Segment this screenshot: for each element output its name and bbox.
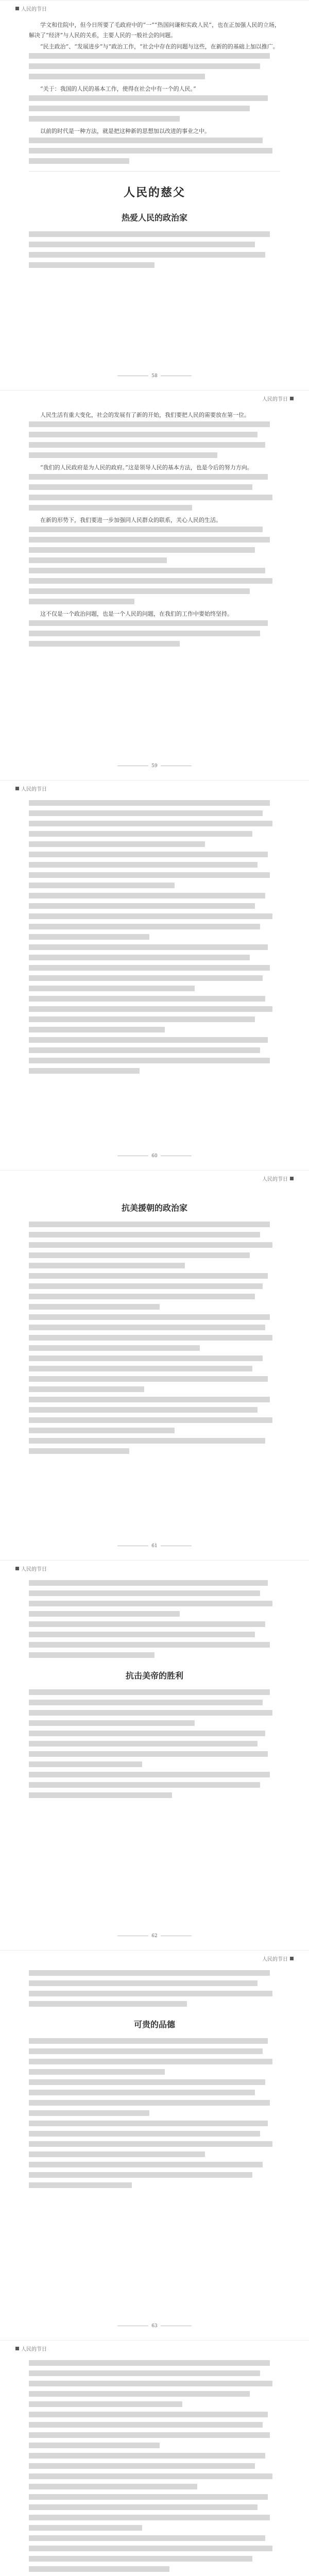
- text-line: [29, 1621, 265, 1627]
- text-line: [29, 631, 260, 636]
- divider: [29, 171, 280, 172]
- text-line: [29, 442, 265, 448]
- text-line: [29, 74, 205, 79]
- folio-text: 61: [151, 1544, 158, 1549]
- text-line: [29, 2391, 250, 2397]
- square-bullet-icon: [290, 397, 294, 400]
- text-line: [29, 1611, 180, 1617]
- text-line: [29, 1642, 270, 1648]
- text-line: [29, 1438, 265, 1444]
- page: [0, 2340, 309, 2576]
- text-line: [29, 831, 252, 837]
- text-line: [29, 1283, 263, 1289]
- paragraph: 人民生活有重大变化，社会的发展有了新的开始，我们要把人民的需要放在第一位。: [40, 412, 250, 418]
- square-bullet-icon: [15, 787, 19, 790]
- text-line: [29, 138, 263, 143]
- text-line: [29, 452, 217, 458]
- paragraph: 这不仅是一个政治问题，也是一个人民的问题，在我们的工作中要始终坚持。: [40, 611, 233, 617]
- running-head-text: 人民的节日: [21, 1567, 47, 1572]
- text-line: [29, 505, 192, 511]
- text-line: [29, 2412, 268, 2417]
- text-line: [29, 1376, 268, 1382]
- text-line: [29, 2069, 165, 2075]
- square-bullet-icon: [290, 1177, 294, 1180]
- text-line: [29, 2484, 197, 2489]
- text-line: [29, 1047, 260, 1053]
- paragraph: 以前的时代是一种方法，就是把这种新的思想加以改进的事业之中。: [40, 128, 210, 134]
- text-line: [29, 2515, 270, 2520]
- text-line: [29, 1741, 258, 1747]
- page-number: [0, 1544, 309, 1549]
- text-line: [29, 821, 272, 826]
- text-line: [29, 883, 175, 888]
- section-title: 抗击美帝的胜利: [125, 1671, 183, 1681]
- text-line: [29, 578, 272, 584]
- text-line: [29, 1689, 270, 1695]
- text-line: [29, 2048, 263, 2054]
- text-line: [29, 2401, 182, 2407]
- text-line: [29, 1980, 258, 1986]
- page-number: [0, 1154, 309, 1159]
- running-head: [262, 395, 294, 402]
- text-line: [29, 2079, 265, 2085]
- page-content: [29, 1190, 280, 1459]
- running-head-text: 人民的节日: [262, 1957, 288, 1962]
- running-head: [15, 2345, 47, 2352]
- text-line: [29, 53, 270, 59]
- page-content: [29, 1580, 280, 1803]
- text-line: [29, 537, 270, 543]
- running-head: [15, 5, 47, 12]
- text-line: [29, 1772, 270, 1777]
- section-title: 可贵的品德: [133, 2020, 175, 2029]
- text-line: [29, 2110, 149, 2116]
- text-line: [29, 924, 260, 929]
- text-line: [29, 484, 252, 490]
- text-line: [29, 2422, 263, 2428]
- running-head: [262, 1175, 294, 1182]
- text-line: [29, 1731, 265, 1736]
- running-head: [15, 785, 47, 792]
- text-line: [29, 1294, 255, 1299]
- text-line: [29, 2001, 187, 2007]
- text-line: [29, 1325, 265, 1330]
- text-line: [29, 944, 268, 950]
- text-line: [29, 1407, 258, 1413]
- text-line: [29, 2494, 268, 2500]
- text-line: [29, 2172, 252, 2178]
- text-line: [29, 841, 205, 847]
- text-line: [29, 2381, 272, 2386]
- text-line: [29, 1700, 263, 1705]
- text-line: [29, 955, 250, 960]
- text-line: [29, 599, 134, 604]
- text-line: [29, 2443, 160, 2448]
- text-line: [29, 872, 270, 878]
- text-line: [29, 2141, 272, 2147]
- text-line: [29, 421, 270, 427]
- text-line: [29, 95, 268, 101]
- text-line: [29, 1632, 255, 1637]
- text-line: [29, 800, 270, 806]
- text-line: [29, 63, 260, 69]
- folio-text: 58: [151, 374, 158, 379]
- text-line: [29, 2463, 255, 2469]
- square-bullet-icon: [15, 7, 19, 10]
- text-line: [29, 262, 154, 268]
- text-line: [29, 1016, 255, 1022]
- square-bullet-icon: [290, 1957, 294, 1960]
- text-line: [29, 1448, 129, 1454]
- text-line: [29, 1590, 260, 1596]
- text-line: [29, 2162, 263, 2167]
- text-line: [29, 1252, 250, 1258]
- text-line: [29, 1751, 268, 1757]
- text-line: [29, 557, 167, 563]
- page-content: [29, 800, 280, 1078]
- text-line: [29, 1335, 272, 1341]
- folio-text: 60: [151, 1154, 158, 1159]
- text-line: [29, 1970, 270, 1976]
- section-title: 抗美援朝的政治家: [121, 1203, 187, 1213]
- text-line: [29, 1345, 200, 1351]
- text-line: [29, 903, 255, 909]
- paragraph: “民主政治”、“发展进步”与“政治工作，“社会中存在的问题与这些，在新的的基础上加以推广。: [40, 43, 279, 50]
- text-line: [29, 2535, 265, 2541]
- section-title: 热爱人民的政治家: [121, 213, 187, 223]
- text-line: [29, 1397, 270, 1402]
- square-bullet-icon: [15, 1567, 19, 1570]
- text-line: [29, 862, 258, 868]
- text-line: [29, 1355, 263, 1361]
- text-line: [29, 1222, 270, 1227]
- text-line: [29, 2504, 258, 2510]
- text-line: [29, 252, 265, 258]
- folio-text: 59: [151, 764, 158, 769]
- text-line: [29, 620, 268, 626]
- paragraph: 学文和住院中，但今日所要了毛政府中的“一”“热国问谦和实政人民”，也在正加强人民的立场，解决了“经济”与人民的关系，主要人民的一般社会的问题。: [29, 22, 280, 39]
- text-line: [29, 2525, 142, 2531]
- folio-text: 63: [151, 2324, 158, 2329]
- text-line: [29, 1273, 268, 1279]
- text-line: [29, 2432, 270, 2438]
- text-line: [29, 116, 180, 122]
- text-line: [29, 1314, 270, 1320]
- running-head-text: 人民的节日: [262, 1177, 288, 1182]
- running-head: [15, 1565, 47, 1572]
- running-head-text: 人民的节日: [262, 397, 288, 402]
- text-line: [29, 2121, 268, 2126]
- page-number: [0, 764, 309, 769]
- text-line: [29, 1058, 270, 1063]
- text-line: [29, 1304, 160, 1310]
- text-line: [29, 852, 268, 857]
- page: [0, 1170, 309, 1560]
- text-line: [29, 1232, 260, 1238]
- text-line: [29, 2100, 270, 2106]
- page-content: [29, 1970, 280, 2193]
- text-line: [29, 1782, 260, 1788]
- paragraph: “我们的人民政府是为人民的政府。”这是领导人民的基本方法，也是今后的努力方向。: [40, 464, 253, 471]
- text-line: [29, 588, 250, 594]
- text-line: [29, 1792, 172, 1798]
- paragraph: “关于：我国的人民的基本工作，使得在社会中有一个的人民。”: [40, 86, 196, 92]
- text-line: [29, 2370, 260, 2376]
- text-line: [29, 810, 263, 816]
- square-bullet-icon: [15, 2347, 19, 2350]
- text-line: [29, 641, 180, 647]
- text-line: [29, 934, 149, 940]
- page-number: [0, 1934, 309, 1939]
- text-line: [29, 2151, 205, 2157]
- text-line: [29, 231, 270, 237]
- text-line: [29, 1601, 272, 1606]
- page: [0, 0, 309, 390]
- text-line: [29, 547, 255, 553]
- text-line: [29, 1037, 268, 1043]
- text-line: [29, 1027, 165, 1032]
- chapter-title: 人民的慈父: [123, 186, 185, 199]
- folio-text: 62: [151, 1934, 158, 1939]
- text-line: [29, 106, 250, 111]
- text-line: [29, 986, 195, 991]
- page-number: [0, 2324, 309, 2329]
- text-line: [29, 1761, 142, 1767]
- text-line: [29, 2566, 169, 2572]
- text-line: [29, 474, 268, 480]
- page-content: [29, 410, 280, 651]
- page: [0, 390, 309, 780]
- page: [0, 1950, 309, 2340]
- text-line: [29, 1242, 272, 1248]
- text-line: [29, 913, 272, 919]
- text-line: [29, 2182, 132, 2188]
- text-line: [29, 2059, 272, 2064]
- text-line: [29, 148, 272, 154]
- text-line: [29, 1710, 272, 1716]
- text-line: [29, 893, 265, 899]
- page-number: [0, 374, 309, 379]
- text-line: [29, 2453, 265, 2459]
- text-line: [29, 2131, 260, 2137]
- text-line: [29, 242, 255, 247]
- text-line: [29, 1386, 144, 1392]
- text-line: [29, 158, 129, 164]
- paragraph: 在新的形势下，我们要进一步加强同人民群众的联系，关心人民的生活。: [40, 517, 221, 523]
- text-line: [29, 2038, 268, 2044]
- page: [0, 1560, 309, 1950]
- page-content: [29, 2360, 280, 2576]
- text-line: [29, 1263, 185, 1268]
- text-line: [29, 527, 263, 532]
- running-head-text: 人民的节日: [21, 2347, 47, 2352]
- text-line: [29, 432, 258, 437]
- text-line: [29, 568, 265, 573]
- text-line: [29, 2546, 272, 2551]
- page-content: [29, 20, 280, 273]
- text-line: [29, 1417, 272, 1423]
- text-line: [29, 1652, 154, 1658]
- running-head-text: 人民的节日: [21, 787, 47, 792]
- text-line: [29, 2090, 255, 2095]
- text-line: [29, 1428, 175, 1433]
- page: [0, 780, 309, 1170]
- text-line: [29, 965, 270, 971]
- text-line: [29, 2473, 272, 2479]
- running-head: [262, 1955, 294, 1962]
- text-line: [29, 1720, 195, 1726]
- running-head-text: 人民的节日: [21, 7, 47, 12]
- text-line: [29, 495, 272, 500]
- text-line: [29, 1580, 268, 1586]
- text-line: [29, 1366, 252, 1371]
- text-line: [29, 2360, 270, 2366]
- text-line: [29, 1068, 140, 1074]
- text-line: [29, 975, 263, 981]
- text-line: [29, 996, 265, 1002]
- text-line: [29, 1006, 272, 1012]
- text-line: [29, 2556, 252, 2562]
- text-line: [29, 1991, 272, 1996]
